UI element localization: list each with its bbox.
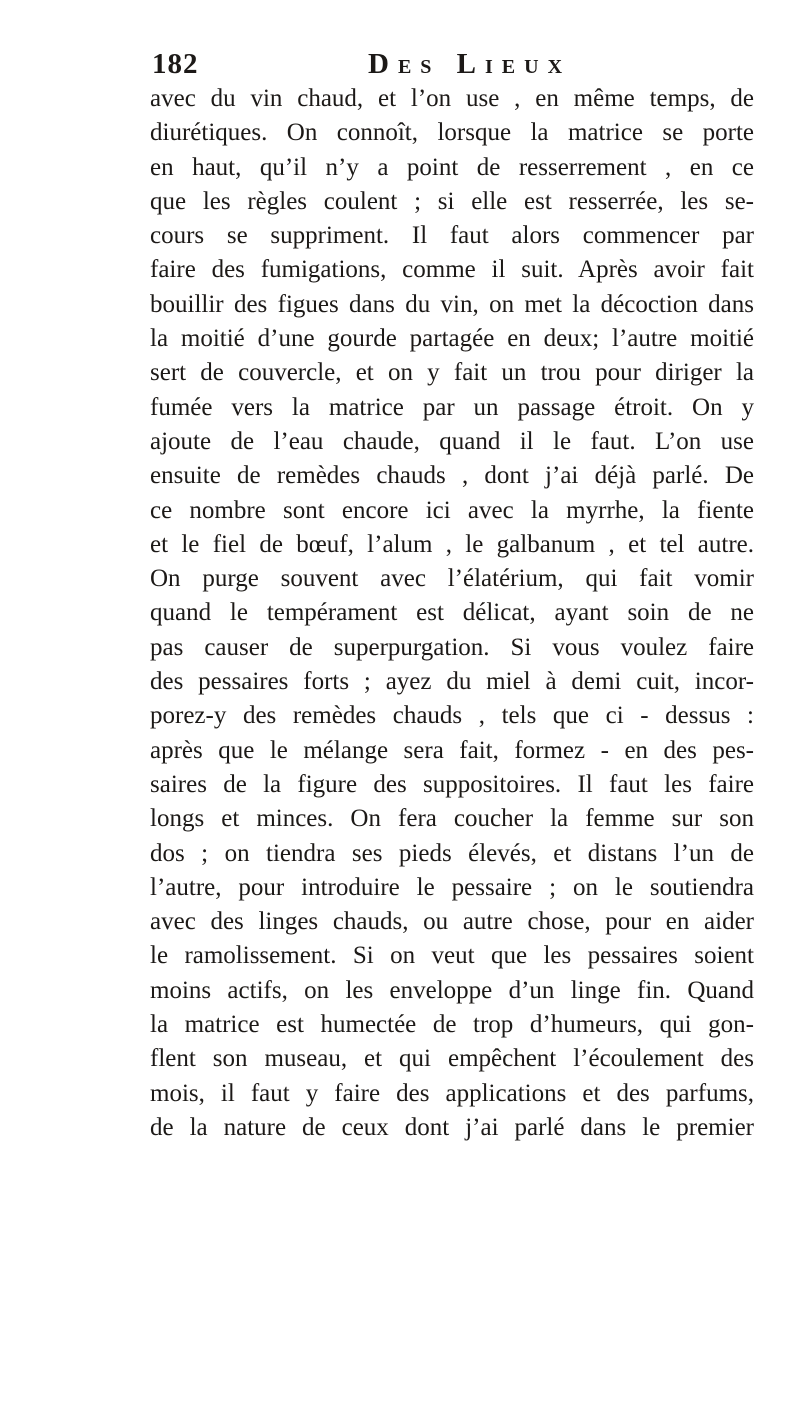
text-line: porez-y des remèdes chauds , tels que ci - dessus : — [150, 702, 754, 730]
text-line: le ramolissement. Si on veut que les pessaires soient — [150, 942, 754, 970]
text-line: moins actifs, on les enveloppe d’un linge fin. Quand — [150, 976, 754, 1004]
text-line: flent son museau, et qui empêchent l’écoulement des — [150, 1045, 754, 1073]
text-line: que les règles coulent ; si elle est resserrée, les se- — [150, 187, 754, 215]
text-line: sert de couvercle, et on y fait un trou pour diriger la — [150, 359, 754, 387]
text-line: en haut, qu’il n’y a point de resserrement , en ce — [150, 153, 754, 181]
text-line: de la nature de ceux dont j’ai parlé dans le premier — [150, 1113, 754, 1141]
text-line: ajoute de l’eau chaude, quand il le faut. L’on use — [150, 427, 754, 455]
running-head — [152, 44, 752, 84]
text-line: ensuite de remèdes chauds , dont j’ai déjà parlé. De — [150, 462, 754, 490]
text-line: fumée vers la matrice par un passage étroit. On y — [150, 393, 754, 421]
text-line: ce nombre sont encore ici avec la myrrhe, la fiente — [150, 496, 754, 524]
text-line: des pessaires forts ; ayez du miel à demi cuit, incor- — [150, 668, 754, 696]
text-line: avec du vin chaud, et l’on use , en même temps, de — [150, 85, 754, 112]
text-line: la matrice est humectée de trop d’humeurs, qui gon- — [150, 1011, 754, 1039]
running-title: Des Lieux — [368, 48, 572, 80]
text-line: mois, il faut y faire des applications et des parfums, — [150, 1079, 754, 1107]
text-line: longs et minces. On fera coucher la femme sur son — [150, 805, 754, 833]
body-text — [150, 82, 754, 1145]
text-line: On purge souvent avec l’élatérium, qui fait vomir — [150, 565, 754, 593]
text-line: après que le mélange sera fait, formez - en des pes- — [150, 736, 754, 764]
text-line: bouillir des figues dans du vin, on met la décoction dans — [150, 290, 754, 318]
text-line: l’autre, pour introduire le pessaire ; on le soutiendra — [150, 873, 754, 901]
text-line: diurétiques. On connoît, lorsque la matrice se porte — [150, 119, 754, 147]
text-line: dos ; on tiendra ses pieds élevés, et distans l’un de — [150, 839, 754, 867]
text-line: la moitié d’une gourde partagée en deux; l’autre moitié — [150, 325, 754, 353]
text-line: quand le tempérament est délicat, ayant soin de ne — [150, 599, 754, 627]
text-line: et le fiel de bœuf, l’alum , le galbanum , et tel autre. — [150, 530, 754, 558]
text-line: faire des fumigations, comme il suit. Après avoir fait — [150, 256, 754, 284]
text-line: cours se suppriment. Il faut alors commencer par — [150, 222, 754, 250]
text-line: pas causer de superpurgation. Si vous voulez faire — [150, 633, 754, 661]
text-line: saires de la figure des suppositoires. Il faut les faire — [150, 770, 754, 798]
page-number: 182 — [152, 48, 199, 80]
text-line: avec des linges chauds, ou autre chose, pour en aider — [150, 908, 754, 936]
